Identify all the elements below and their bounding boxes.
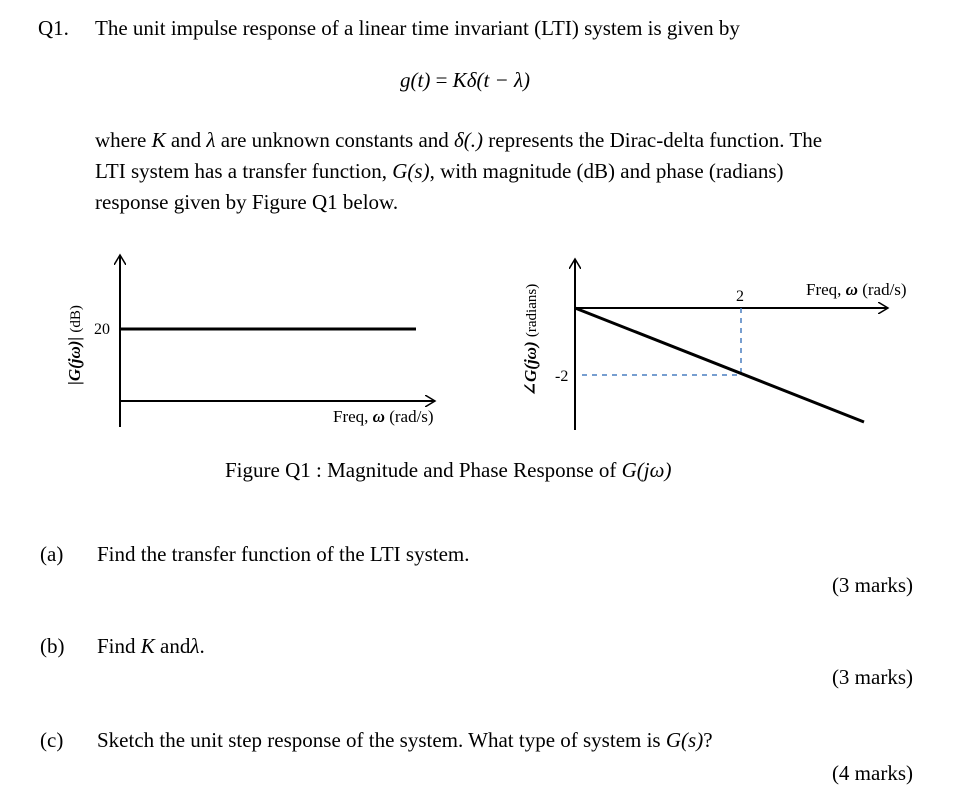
part-c-q: ? <box>703 728 713 752</box>
magnitude-ylabel-sym: |G(jω)| <box>65 336 84 385</box>
where-text-2: and <box>170 128 202 152</box>
where-text-3: are unknown constants and <box>220 128 449 152</box>
magnitude-xunit: (rad/s) <box>389 407 434 426</box>
phase-ylabel-unit: (radians) <box>524 283 540 338</box>
part-c-label: (c) <box>40 728 64 752</box>
response-line: response given by Figure Q1 below. <box>95 190 399 214</box>
eq-sign: = <box>430 68 453 92</box>
where-line <box>95 127 822 153</box>
where-text-4: represents the Dirac-delta function. The <box>488 128 823 152</box>
part-a-text: Find the transfer function of the LTI system. <box>97 542 470 566</box>
caption-sym: G(jω) <box>621 458 672 482</box>
phase-slope-line <box>575 308 864 422</box>
where-k: K <box>151 128 166 152</box>
part-b-label: (b) <box>40 634 65 658</box>
eq-delta: δ <box>466 68 477 92</box>
figure-caption <box>225 457 671 483</box>
eq-k: K <box>452 68 467 92</box>
eq-arg: (t − λ) <box>476 68 531 92</box>
phase-ylabel <box>521 284 540 396</box>
part-b-k: K <box>140 634 155 658</box>
phase-xunit: (rad/s) <box>862 280 907 299</box>
part-b-mid: and <box>160 634 191 658</box>
part-b-pre: Find <box>97 634 136 658</box>
transfer-line <box>95 158 784 184</box>
transfer-g: G(s) <box>392 159 430 183</box>
where-delta: δ(.) <box>454 128 484 152</box>
phase-xlabel <box>806 280 907 299</box>
phase-ylabel-sym: ∠G(jω) <box>521 341 540 397</box>
phase-ytick-minus2: -2 <box>555 368 569 385</box>
transfer-text-a: LTI system has a transfer function, <box>95 159 387 183</box>
where-lambda: λ <box>206 128 216 152</box>
phase-plot <box>510 245 940 435</box>
part-c-marks: (4 marks) <box>831 761 913 785</box>
part-c-main: Sketch the unit step response of the system. What type of system is <box>97 728 661 752</box>
impulse-equation <box>400 67 530 93</box>
part-b-text <box>97 633 205 659</box>
magnitude-plot <box>50 245 470 435</box>
where-text-1: where <box>95 128 147 152</box>
magnitude-xlabel <box>333 407 434 426</box>
part-b-post: . <box>199 634 205 658</box>
eq-lhs: g(t) <box>400 68 431 92</box>
magnitude-ylabel-unit: (dB) <box>68 305 84 333</box>
part-c-sym: G(s) <box>665 728 704 752</box>
part-a-label: (a) <box>40 542 64 566</box>
magnitude-omega: ω <box>372 407 385 426</box>
part-a-marks: (3 marks) <box>831 573 913 597</box>
magnitude-tick-20: 20 <box>94 321 110 338</box>
magnitude-xlabel-text: Freq, <box>333 407 369 426</box>
question-intro: The unit impulse response of a linear time invariant (LTI) system is given by <box>95 16 740 40</box>
transfer-text-b: , with magnitude (dB) and phase (radians) <box>429 159 784 183</box>
caption-text: Figure Q1 : Magnitude and Phase Response of <box>225 458 617 482</box>
part-b-marks: (3 marks) <box>831 665 913 689</box>
part-b-lambda: λ <box>190 634 200 658</box>
phase-xtick-2: 2 <box>736 288 744 305</box>
magnitude-ylabel <box>65 305 84 385</box>
phase-omega: ω <box>845 280 858 299</box>
part-c-text <box>97 727 713 753</box>
question-number: Q1. <box>38 16 69 40</box>
phase-xlabel-text: Freq, <box>806 280 842 299</box>
